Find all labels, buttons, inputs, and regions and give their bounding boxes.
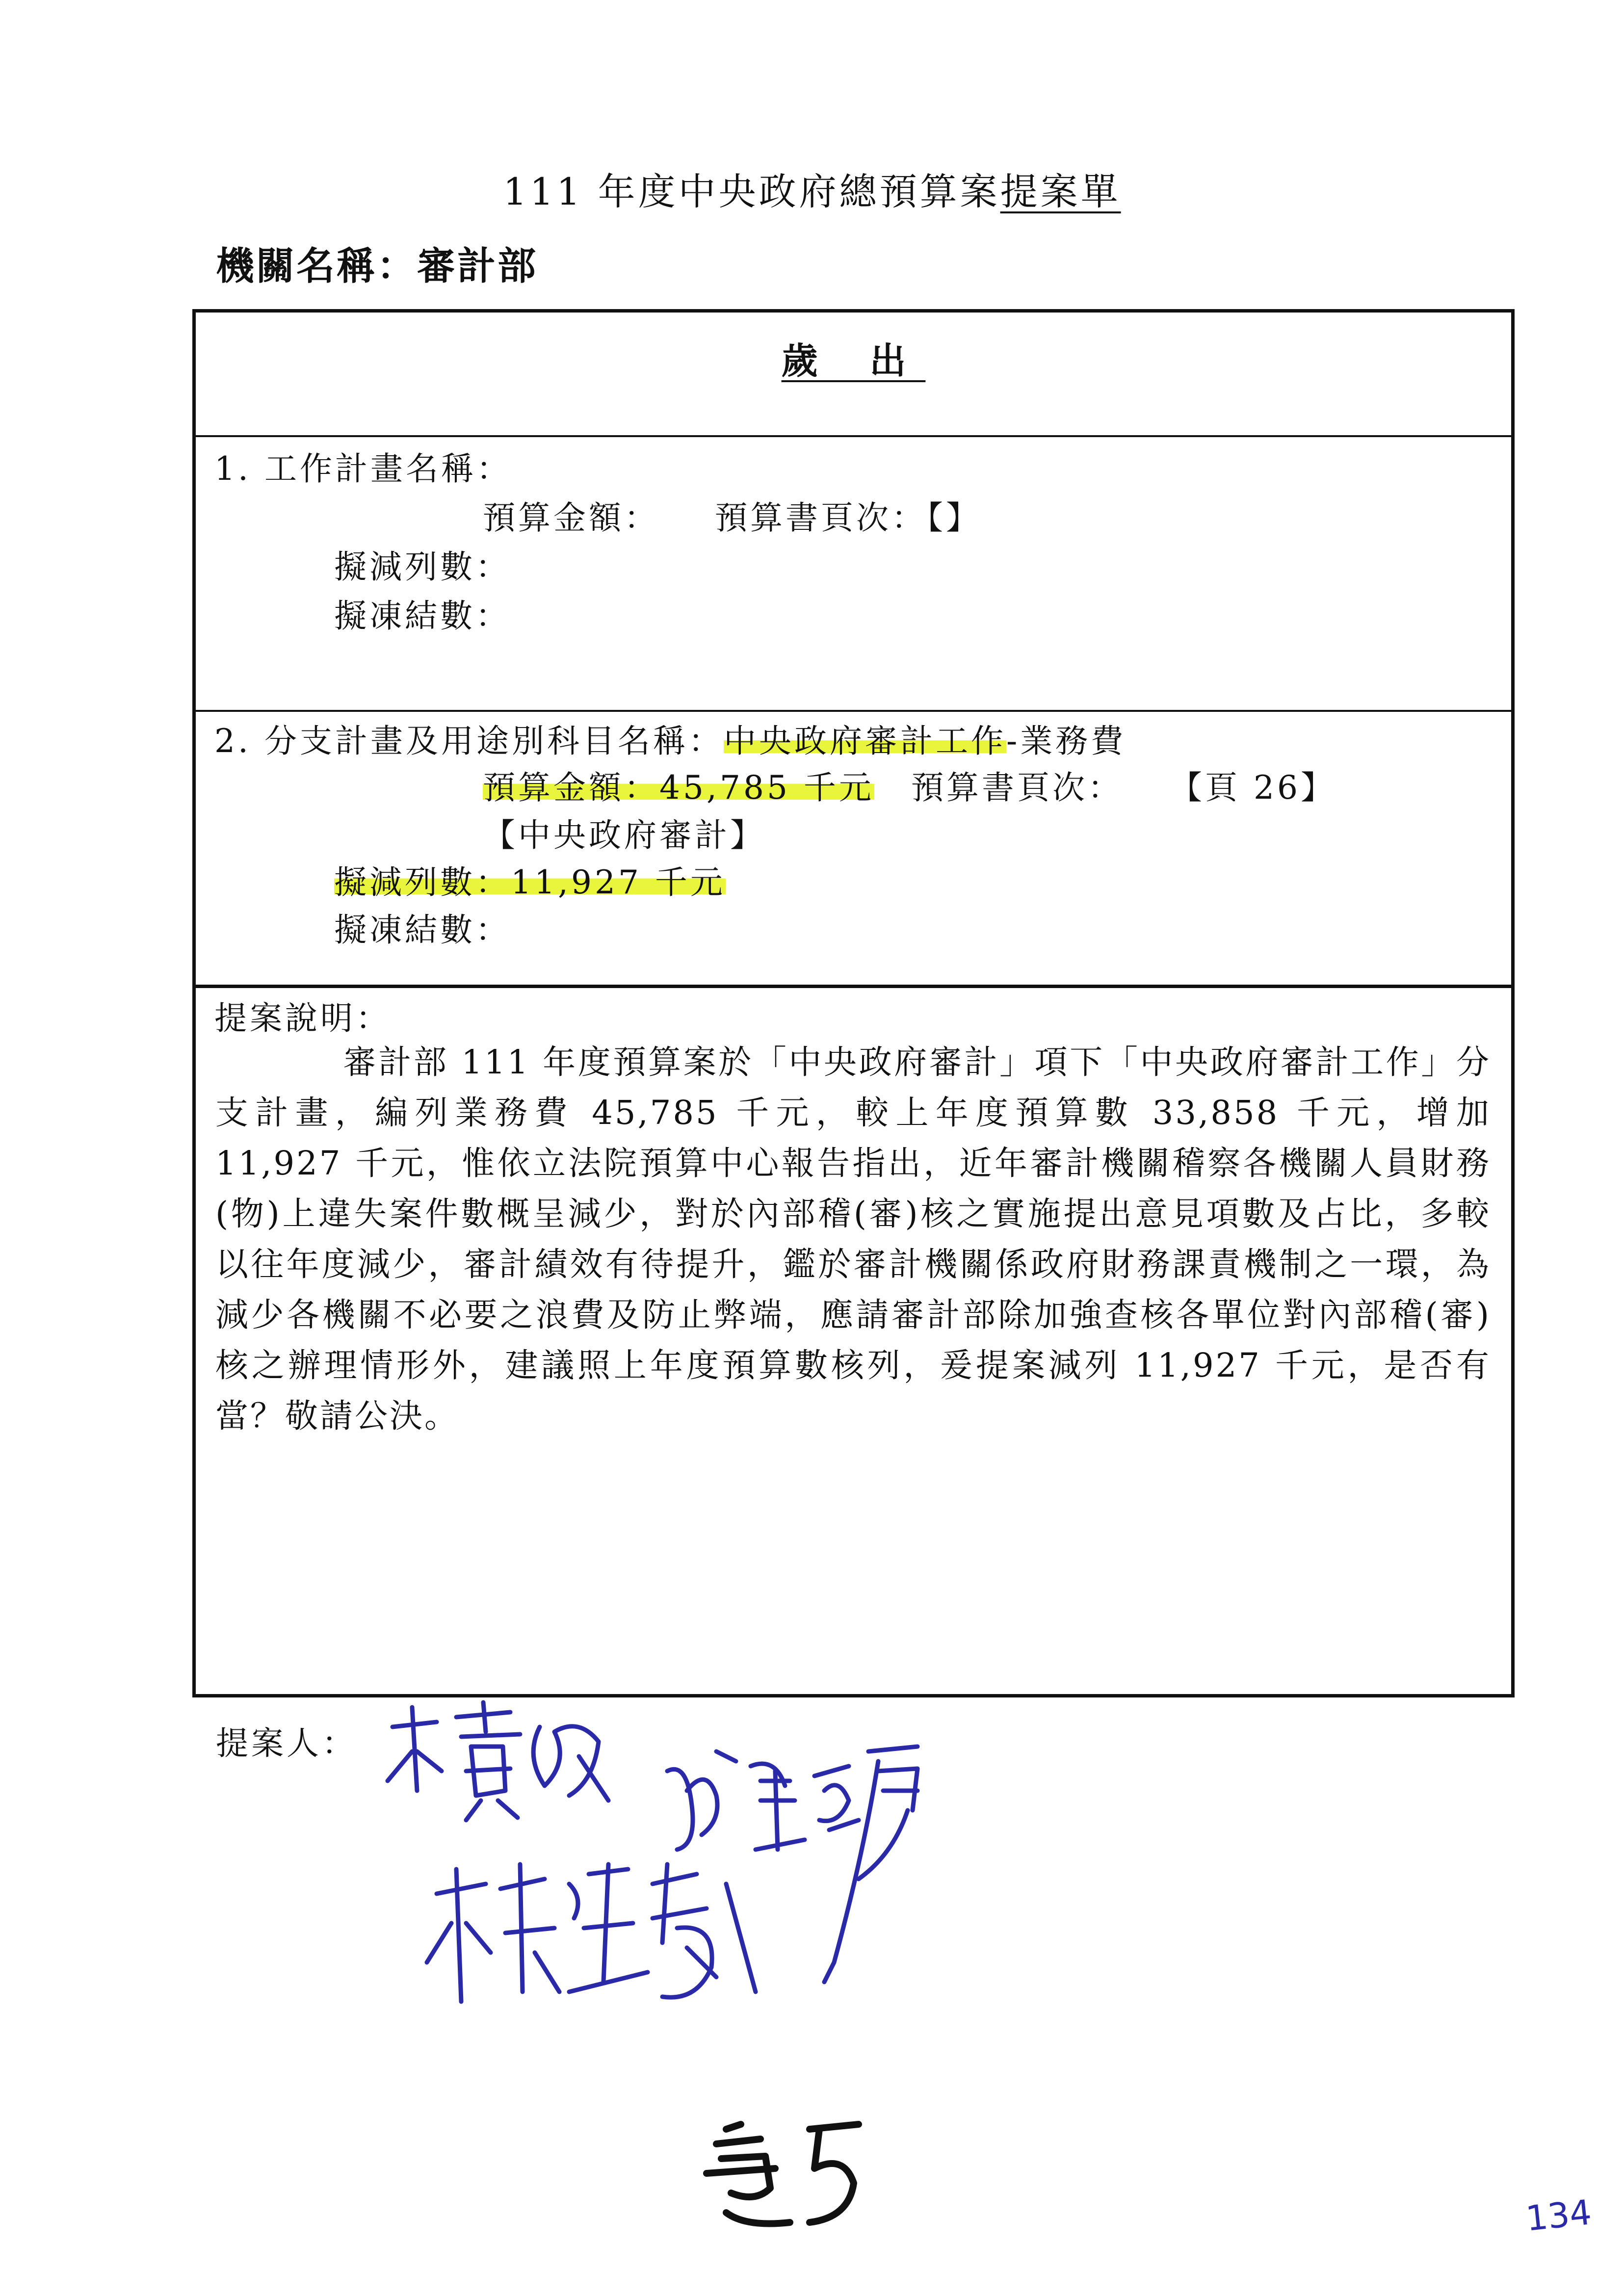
item1-budget-amount: 預算金額： [483,499,659,537]
item2-cut-amount: 擬減列數：11,927 千元 [334,856,726,903]
item1-cut-amount: 擬減列數： [334,548,511,586]
divider [196,710,1511,712]
item1-budget-page: 預算書頁次：【】 [715,499,981,537]
item1-freeze-amount: 擬凍結數： [334,597,511,635]
proposal-section [196,988,1511,1694]
signature-1 [383,1697,618,1825]
section-header: 歲 出 [781,340,926,382]
title-main: 111 年度中央政府總預算案 [503,170,1000,213]
proposal-form [192,309,1515,1697]
item1-name-label: 1. 工作計畫名稱： [214,450,512,488]
item2-name-label: 2. 分支計畫及用途別科目名稱：中央政府審計工作-業務費 [214,722,1126,760]
handwritten-annotation [697,2110,903,2237]
item2-name-value: 中央政府審計工作 [723,722,1006,760]
agency-name: 機關名稱：審計部 [216,244,538,288]
item2-program: 【中央政府審計】 [483,816,765,854]
title-underlined: 提案單 [1000,170,1121,213]
divider [196,985,1511,988]
signature-3 [422,1854,765,2021]
proposer-label: 提案人： [216,1724,357,1762]
item2-page-ref: 【頁 26】 [1170,769,1336,807]
handwritten-page-number: 134 [1524,2192,1594,2239]
signature-stroke [805,1756,893,1992]
item2-freeze-amount: 擬凍結數： [334,911,511,949]
item2-budget-page: 預算書頁次： [911,769,1123,807]
document-title [0,162,1624,215]
proposal-label: 提案說明： [214,999,391,1037]
item2-budget-amount: 預算金額：45,785 千元 [483,761,874,808]
divider [196,435,1511,437]
proposal-text: 審計部 111 年度預算案於「中央政府審計」項下「中央政府審計工作」分支計畫，編列業務費 45,785 千元，較上年度預算數 33,858 千元，增加 11,927 千元，惟依立法院預算中心報告指出，近年審計機關稽察各機關人員財務(物)上違失案件數概呈減少，對於內部稽(審)核之實施提出意見項數及占比，多較以往年度減少，審計績效有待提升，鑑於審計機關係政府財務課責機制之一環，為減少各機關不必要之浪費及防止弊端，應請審計部除加強查核各單位對內部稽(審)核之辦理情形外，建議照上年度預算數核列，爰提案減列 11,927 千元，是否有當？敬請公決。 [215,1043,1491,1435]
